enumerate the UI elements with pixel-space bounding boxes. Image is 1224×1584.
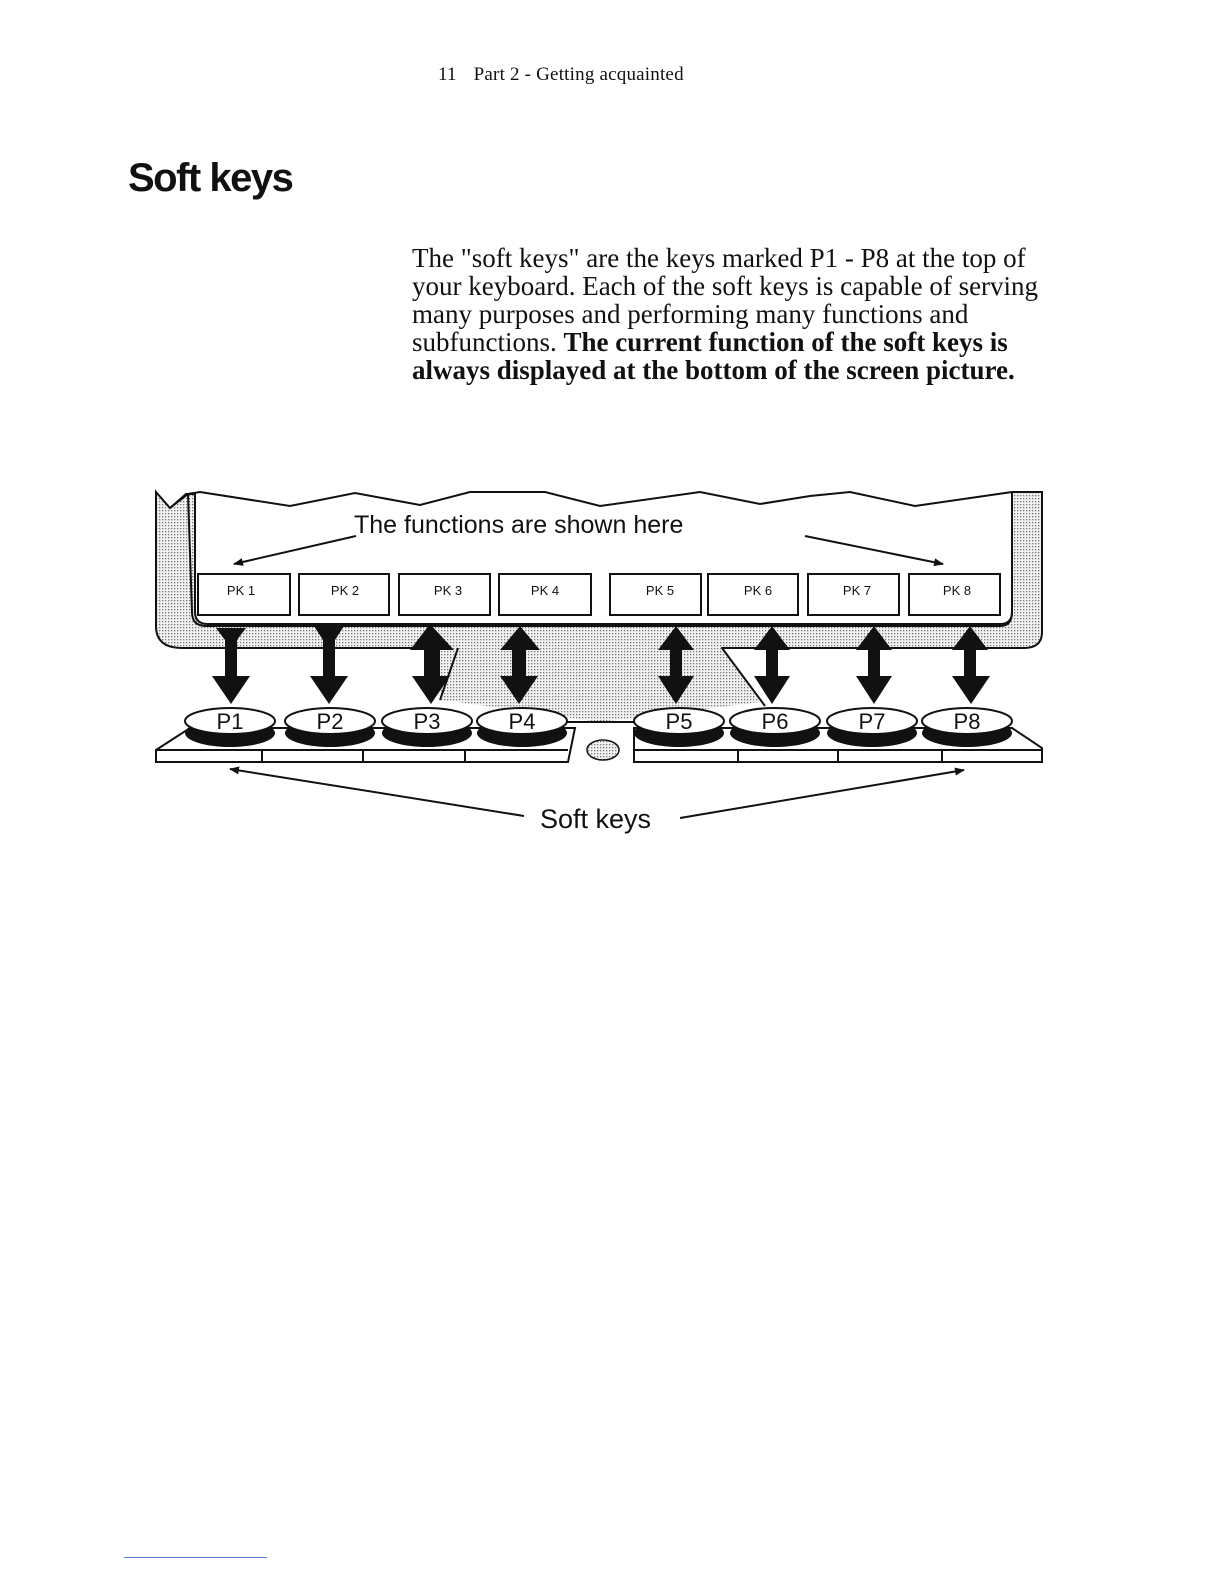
key-p6-label: P6 bbox=[761, 709, 789, 734]
screen-key-row bbox=[198, 574, 1000, 615]
key-p5-label: P5 bbox=[665, 709, 693, 734]
screen-key-6: PK 6 bbox=[743, 583, 773, 598]
key-p6 bbox=[730, 708, 820, 747]
body-bold-text: The current function of the soft keys is always displayed at the bottom of the screen picture. bbox=[412, 327, 1015, 385]
stand-area bbox=[440, 646, 760, 722]
screen-torn-edge bbox=[170, 492, 1012, 508]
section-title: Part 2 - Getting acquainted bbox=[473, 64, 684, 85]
key-p7 bbox=[827, 708, 917, 747]
page-number: 11 bbox=[438, 64, 457, 85]
screen-key-3: PK 3 bbox=[433, 583, 463, 598]
screen-key-8: PK 8 bbox=[942, 583, 972, 598]
bottom-right-arrow bbox=[680, 770, 964, 818]
key-p7-label: P7 bbox=[858, 709, 886, 734]
screen-key-5: PK 5 bbox=[645, 583, 675, 598]
top-caption: The functions are shown here bbox=[354, 511, 684, 539]
footnote-rule bbox=[124, 1557, 267, 1558]
right-arrow bbox=[805, 536, 943, 564]
keyboard-led bbox=[587, 740, 619, 760]
key-p2-label: P2 bbox=[316, 709, 344, 734]
key-p5 bbox=[634, 708, 724, 747]
key-p3-label: P3 bbox=[413, 709, 441, 734]
screen-key-7: PK 7 bbox=[842, 583, 872, 598]
key-p8-label: P8 bbox=[953, 709, 981, 734]
key-p2 bbox=[285, 708, 375, 747]
bottom-caption: Soft keys bbox=[540, 804, 652, 834]
page-title: Soft keys bbox=[128, 156, 293, 200]
key-p1-label: P1 bbox=[216, 709, 244, 734]
screen-key-4: PK 4 bbox=[530, 583, 560, 598]
key-p8 bbox=[922, 708, 1012, 747]
key-p1 bbox=[185, 708, 275, 747]
key-p4-label: P4 bbox=[508, 709, 536, 734]
body-plain-text: The "soft keys" are the keys marked P1 - P8 at the top of your keyboard. Each of the soft keys is capable of serving many purposes and performing many functions and subfunctions. bbox=[412, 243, 1039, 357]
key-p4 bbox=[477, 708, 567, 747]
screen-key-1: PK 1 bbox=[226, 583, 256, 598]
left-arrow bbox=[234, 536, 356, 564]
screen-key-2: PK 2 bbox=[330, 583, 360, 598]
key-p3 bbox=[382, 708, 472, 747]
bottom-left-arrow bbox=[230, 769, 524, 816]
